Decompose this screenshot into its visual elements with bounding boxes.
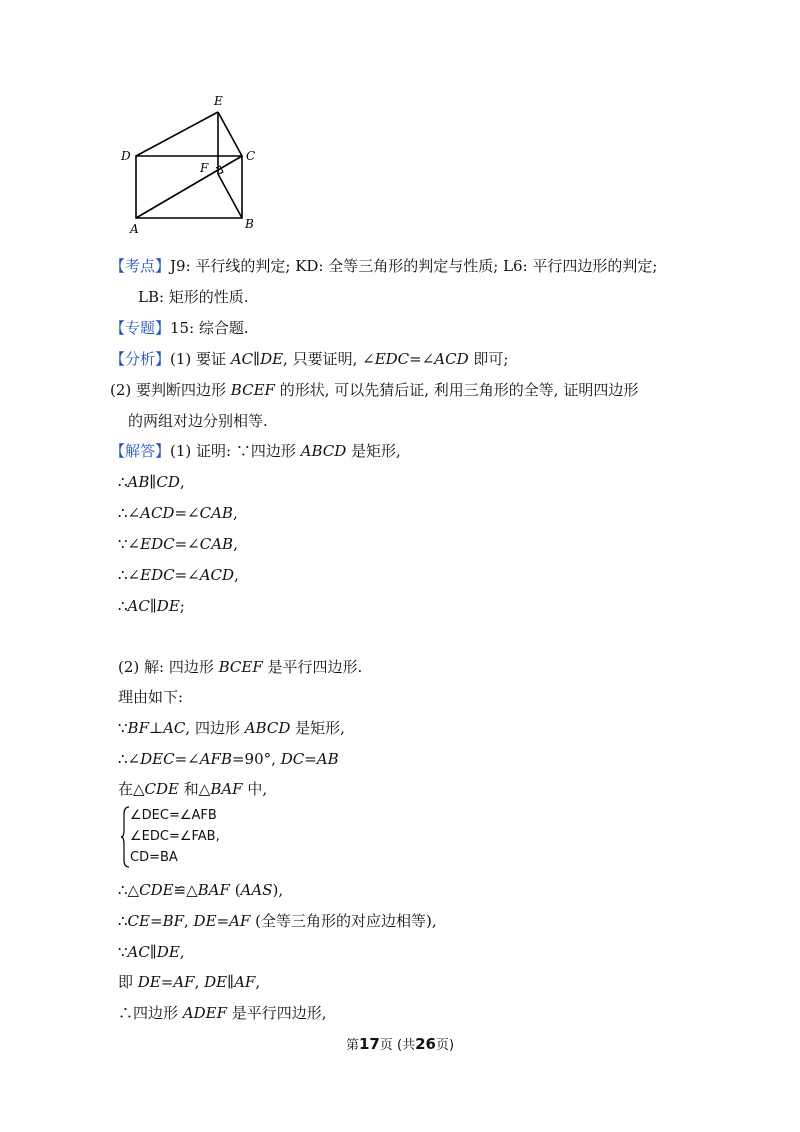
- math-symbol: ADEF: [182, 1004, 227, 1022]
- text-run: (1) 要证: [170, 350, 231, 368]
- label-e: E: [214, 94, 223, 108]
- text-run: ∥: [253, 350, 261, 368]
- math-symbol: AB: [127, 473, 150, 491]
- math-symbol: DE: [204, 973, 228, 991]
- text-run: ∵∠: [118, 535, 141, 553]
- text-line-p2-3: [118, 718, 800, 738]
- text-run: ,: [255, 973, 261, 991]
- text-run: ∥: [149, 597, 157, 615]
- system-line-1: ∠DEC=∠AFB: [130, 808, 217, 823]
- math-symbol: CAB: [199, 504, 233, 522]
- label-d: D: [121, 149, 131, 163]
- footer-mid: 页 (共: [379, 1038, 416, 1053]
- text-run: ∵: [118, 719, 128, 737]
- math-symbol: DC: [280, 750, 305, 768]
- math-symbol: DE: [156, 943, 180, 961]
- text-run: LB: 矩形的性质.: [138, 288, 249, 306]
- math-symbol: BF: [127, 719, 149, 737]
- left-brace-icon: [120, 806, 130, 868]
- math-symbol: AC: [163, 719, 186, 737]
- text-run: ∴△: [118, 881, 140, 899]
- math-symbol: DEC: [140, 750, 175, 768]
- text-run: ∥: [149, 473, 157, 491]
- text-line-s4: [118, 565, 800, 585]
- math-symbol: EDC: [140, 566, 175, 584]
- text-line-p2-6: [118, 880, 800, 900]
- math-symbol: DE: [156, 597, 180, 615]
- text-line-p2-2: [118, 687, 800, 707]
- text-run: ⊥: [148, 719, 164, 737]
- math-symbol: ACD: [434, 350, 469, 368]
- text-line-p2-5: [118, 779, 800, 799]
- text-run: ∴: [118, 597, 128, 615]
- footer-page-number: 17: [358, 1035, 380, 1053]
- math-symbol: CDE: [144, 780, 179, 798]
- text-run: 中,: [242, 780, 268, 798]
- text-run: ∴∠: [118, 504, 141, 522]
- text-line-p2-1: [118, 657, 800, 677]
- text-run: 是矩形,: [290, 719, 345, 737]
- text-line-p2-10: [118, 1003, 800, 1023]
- text-run: , 四边形: [185, 719, 245, 737]
- math-symbol: AF: [234, 973, 256, 991]
- text-run: =∠: [174, 504, 200, 522]
- segment-ac: [136, 156, 242, 218]
- math-symbol: BCEF: [230, 381, 275, 399]
- math-symbol: ABCD: [300, 442, 347, 460]
- system-line-3: CD=BA: [130, 850, 178, 865]
- segment-ec: [218, 112, 242, 156]
- math-symbol: BAF: [197, 881, 230, 899]
- text-line-jieda-1: [110, 441, 800, 461]
- text-run: 和△: [179, 780, 211, 798]
- text-run: 是平行四边形,: [227, 1004, 327, 1022]
- text-run: ∴: [118, 473, 128, 491]
- math-symbol: EDC: [140, 535, 175, 553]
- text-run: 是矩形,: [346, 442, 401, 460]
- math-symbol: EDC: [374, 350, 410, 368]
- text-run: 理由如下:: [118, 688, 184, 706]
- text-run: ,: [234, 566, 239, 584]
- text-run: (全等三角形的对应边相等),: [250, 912, 437, 930]
- text-run: ,: [233, 535, 238, 553]
- text-line-fenxi-1: [110, 349, 800, 369]
- text-run: (1) 证明: ∵四边形: [170, 442, 301, 460]
- footer-total-pages: 26: [415, 1035, 436, 1053]
- math-symbol: DE: [193, 912, 217, 930]
- text-line-p2-7: [118, 911, 800, 931]
- system-line-2: ∠EDC=∠FAB,: [130, 829, 220, 844]
- math-symbol: CDE: [139, 881, 174, 899]
- text-run: 是平行四边形.: [262, 658, 363, 676]
- segment-de: [136, 112, 218, 156]
- text-run: 在△: [118, 780, 145, 798]
- text-line-s2: [118, 503, 800, 523]
- text-run: ∴∠: [118, 750, 141, 768]
- text-run: ∴: [118, 912, 128, 930]
- math-symbol: CAB: [199, 535, 234, 553]
- math-symbol: ACD: [140, 504, 175, 522]
- text-line-kaodian-1: [110, 256, 800, 276]
- text-run: ∥: [149, 943, 157, 961]
- text-line-fenxi-2: [110, 380, 800, 400]
- math-symbol: AC: [127, 943, 150, 961]
- text-run: ,: [179, 943, 185, 961]
- math-symbol: BCEF: [218, 658, 263, 676]
- math-symbol: AFB: [199, 750, 232, 768]
- text-run: ∵: [118, 943, 128, 961]
- text-run: =∠: [174, 566, 200, 584]
- text-run: 即可;: [468, 350, 509, 368]
- text-run: J9: 平行线的判定; KD: 全等三角形的判定与性质; L6: 平行四边形的判定;: [170, 257, 658, 275]
- math-symbol: AB: [316, 750, 339, 768]
- text-line-s3: [118, 534, 800, 554]
- text-line-p2-4: [118, 749, 800, 769]
- section-tag: 【解答】: [110, 442, 171, 460]
- section-tag: 【分析】: [110, 350, 171, 368]
- footer-suffix: 页): [435, 1038, 455, 1053]
- text-line-s5: [118, 596, 800, 616]
- text-run: ,: [184, 912, 194, 930]
- footer-prefix: 第: [345, 1038, 359, 1053]
- text-line-zhuanti: [110, 318, 800, 338]
- text-run: 的形状, 可以先猜后证, 利用三角形的全等, 证明四边形: [274, 381, 639, 399]
- text-run: ,: [232, 504, 238, 522]
- text-line-p2-9: [118, 972, 800, 992]
- text-line-p2-8: [118, 942, 800, 962]
- label-c: C: [246, 149, 256, 163]
- text-run: ;: [179, 597, 185, 615]
- math-symbol: AAS: [240, 881, 273, 899]
- segment-bf: [218, 174, 242, 218]
- label-f: F: [200, 161, 209, 175]
- text-line-s1: [118, 472, 800, 492]
- math-symbol: AF: [229, 912, 251, 930]
- text-run: ∥: [227, 973, 235, 991]
- text-run: =∠: [174, 750, 200, 768]
- text-run: 的两组对边分别相等.: [128, 412, 268, 430]
- math-symbol: CD: [156, 473, 180, 491]
- section-tag: 【考点】: [110, 257, 171, 275]
- text-run: (2) 解: 四边形: [118, 658, 219, 676]
- math-symbol: ABCD: [244, 719, 291, 737]
- text-run: ,: [179, 473, 185, 491]
- text-run: =: [149, 912, 163, 930]
- text-run: 即: [118, 973, 138, 991]
- math-symbol: BAF: [210, 780, 243, 798]
- text-run: ,: [194, 973, 205, 991]
- math-symbol: AC: [127, 597, 150, 615]
- label-b: B: [245, 217, 254, 231]
- section-tag: 【专题】: [110, 319, 171, 337]
- text-line-kaodian-2: [138, 287, 800, 307]
- text-run: =90°,: [231, 750, 281, 768]
- text-run: 15: 综合题.: [170, 319, 249, 337]
- math-symbol: CE: [127, 912, 150, 930]
- text-run: ),: [272, 881, 284, 899]
- text-run: , 只要证明, ∠: [283, 350, 375, 368]
- text-run: ∴四边形: [118, 1004, 183, 1022]
- math-symbol: ACD: [199, 566, 235, 584]
- page-footer: [0, 1034, 800, 1053]
- text-run: ≌△: [173, 881, 198, 899]
- math-symbol: BF: [162, 912, 184, 930]
- math-symbol: DE: [137, 973, 161, 991]
- text-run: (: [229, 881, 241, 899]
- label-a: A: [130, 222, 139, 236]
- text-run: =: [216, 912, 230, 930]
- text-line-fenxi-3: [128, 411, 800, 431]
- text-run: ∴∠: [118, 566, 141, 584]
- text-run: =: [160, 973, 174, 991]
- text-run: (2) 要判断四边形: [110, 381, 231, 399]
- text-run: =∠: [409, 350, 435, 368]
- rectangle-diagram: [112, 88, 272, 238]
- math-symbol: DE: [260, 350, 284, 368]
- math-symbol: AF: [173, 973, 195, 991]
- math-symbol: AC: [230, 350, 254, 368]
- geometry-figure: [112, 88, 272, 238]
- text-run: =∠: [174, 535, 200, 553]
- text-run: =: [304, 750, 317, 768]
- equation-system: [120, 806, 320, 868]
